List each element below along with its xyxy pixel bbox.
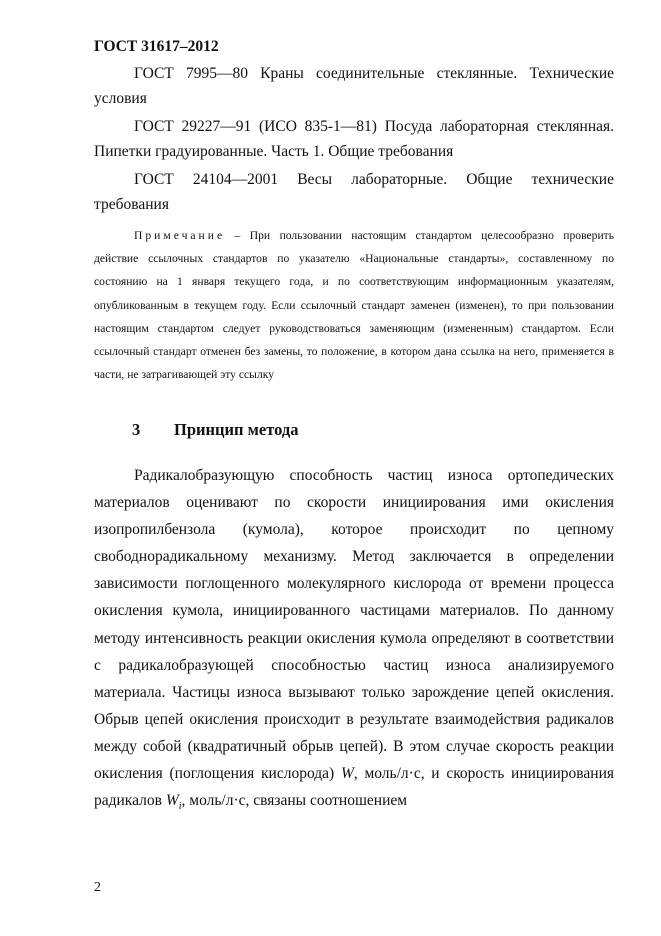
section-number: 3 (132, 420, 141, 439)
reference-item (94, 168, 614, 217)
paragraph-text: Радикалобразующую способность частиц износа ортопедических материалов оценивают по скорости инициирования ими окисления изопропилбензола (кумола), которое происходит по цепному свободнорадикальному механизму. Метод заключается в определении зависимости поглощенного молекулярного кислорода от времени процесса окисления кумола, инициированного частицами материалов. По данному методу интенсивность реакции окисления кумола определяют в соответствии с радикалобразующей способностью частиц износа анализируемого материала. Частицы износа вызывают только зарождение цепей окисления. Обрыв цепей окисления происходит в результате взаимодействия радикалов между собой (квадратичный обрыв цепей). В этом случае скорость реакции окисления (поглощения кислорода) (94, 467, 614, 783)
method-paragraph (94, 462, 614, 820)
w-symbol: W (340, 765, 354, 783)
section-title: Принцип метода (174, 420, 299, 439)
reference-text: ГОСТ 29227—91 (ИСО 835-1—81) Посуда лабораторная стеклянная. Пипетки градуированные. Часть 1. Общие требования (94, 118, 614, 160)
reference-text: ГОСТ 24104—2001 Весы лабораторные. Общие технические требования (94, 171, 614, 213)
note-text: При пользовании настоящим стандартом целесообразно проверить действие ссылочных стандартов по указателю «Национальные стандарты», составленному по состоянию на 1 января текущего года, и по соответствующим информационным указателям, опубликованным в текущем году. Если ссылочный стандарт заменен (изменен), то при пользовании настоящим стандартом следует руководствоваться заменяющим (измененным) стандартом. Если ссылочный стандарт отменен без замены, то положение, в котором дана ссылка на него, применяется в части, не затрагивающей эту ссылку (94, 229, 615, 382)
reference-text: ГОСТ 7995—80 Краны соединительные стеклянные. Технические условия (94, 65, 614, 107)
wi-symbol: W (165, 792, 179, 810)
note-block (94, 224, 614, 386)
note-dash: – (225, 229, 250, 242)
page-number: 2 (94, 880, 101, 895)
paragraph-text: , моль/л·с, и скорость инициирования радикалов (94, 765, 615, 810)
paragraph-text: , моль/л·с, связаны соотношением (181, 792, 408, 810)
section-heading (132, 420, 299, 440)
wi-subscript: i (178, 801, 182, 813)
reference-item (94, 62, 614, 111)
reference-item (94, 115, 614, 164)
note-label: Примечание (134, 229, 226, 242)
document-header: ГОСТ 31617–2012 (94, 38, 219, 55)
